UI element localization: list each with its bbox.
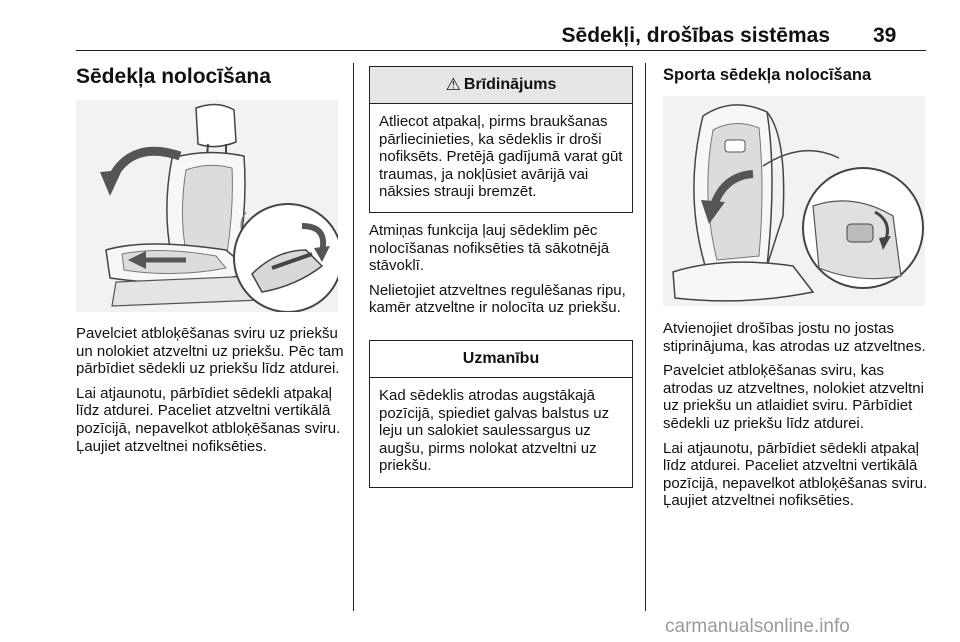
middle-column-text: [369, 222, 634, 324]
caution-text: Kad sēdeklis atrodas augstākajā pozīcijā, spiediet galvas balstus uz leju un salokiet saulessargus uz augšu, pirms nolokat atzveltni uz priekšu.: [379, 387, 610, 475]
warning-notice: [369, 66, 633, 213]
caution-title: Uzmanību: [462, 350, 540, 367]
section-title: Sēdekļa nolocīšana: [76, 65, 271, 88]
warning-title: Brīdinājums: [463, 76, 557, 93]
right-paragraph-1: Atvienojiet drošības jostu no jostas stiprinājuma, kas atrodas uz atzveltnes.: [663, 320, 926, 355]
sport-seat-drawing: [663, 96, 925, 306]
caution-notice-header: [370, 341, 632, 378]
warning-notice-header: [370, 67, 632, 104]
middle-paragraph-2: Nelietojiet atzveltnes regulēšanas ripu, kamēr atzveltne ir nolocīta uz priekšu.: [369, 281, 626, 317]
warning-triangle-icon: ⚠: [445, 75, 461, 94]
header-rule: [76, 50, 926, 51]
seat-folding-drawing: [76, 100, 338, 312]
sport-seat-illustration: [663, 96, 925, 306]
middle-paragraph-1: Atmiņas funkcija ļauj sēdeklim pēc nolocīšanas nofiksēties tā sākotnējā stāvoklī.: [369, 222, 610, 275]
left-paragraph-1: Pavelciet atbloķēšanas sviru uz priekšu un nolokiet atzveltni uz priekšu. Pēc tam pārbīdiet sēdekli uz priekšu līdz atdurei.: [76, 325, 344, 378]
site-watermark: carmanualsonline.info: [665, 616, 850, 637]
page-header-title: Sēdekļi, drošības sistēmas: [561, 24, 830, 47]
right-paragraph-3: Lai atjaunotu, pārbīdiet sēdekli atpakaļ līdz atdurei. Paceliet atzveltni vertikālā pozīcijā, nepavelkot atbloķēšanas sviru. Ļaujiet atzveltnei nofiksēties.: [663, 439, 928, 510]
warning-text: Atliecot atpakaļ, pirms braukšanas pārliecinieties, ka sēdeklis ir droši nofiksēts. Pretējā gadījumā varat gūt traumas, ja nokļūsiet avārijā vai nāksies strauji bremzēt.: [379, 113, 623, 201]
caution-notice: [369, 340, 633, 488]
page-number: 39: [873, 24, 897, 47]
column-divider-1: [353, 63, 354, 611]
right-paragraph-2: Pavelciet atbloķēšanas sviru, kas atrodas uz atzveltnes, nolokiet atzveltni uz priekšu un atlaidiet sviru. Pārbīdiet sēdekli uz priekšu līdz atdurei.: [663, 362, 924, 432]
sport-seat-heading: Sporta sēdekļa nolocīšana: [663, 66, 872, 84]
left-column-text: [76, 325, 346, 462]
column-divider-2: [645, 63, 646, 611]
right-column-text: [663, 320, 933, 517]
left-paragraph-2: Lai atjaunotu, pārbīdiet sēdekli atpakaļ līdz atdurei. Paceliet atzveltni vertikālā pozīcijā, nepavelkot atbloķēšanas sviru. Ļaujiet atzveltnei nofiksēties.: [76, 384, 341, 455]
seat-folding-illustration: [76, 100, 338, 312]
